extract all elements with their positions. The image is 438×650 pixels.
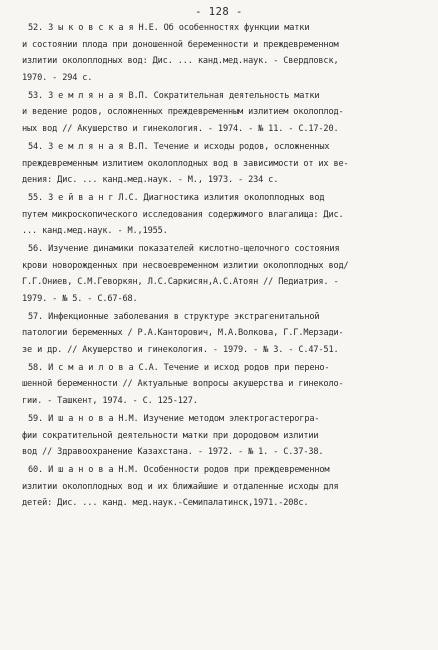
entry-line: 52. З ы к о в с к а я Н.Е. Об особенностях функции матки [28, 23, 310, 33]
entry-line: Г.Г.Ониев, С.М.Геворкян, Л.С.Саркисян,А.С.Атоян // Педиатрия. - [22, 277, 339, 288]
bibliography-entry [22, 360, 426, 410]
entry-line: крови новорожденных при несвоевременном излитии околоплодных вод/ [22, 260, 349, 271]
entry-line: 57. Инфекционные заболевания в структуре экстрагенитальной [28, 311, 320, 322]
bibliography-entry [22, 88, 426, 138]
entry-line: вод // Здравоохранение Казахстана. - 1972. - № 1. - С.37-38. [22, 447, 324, 458]
entry-line: детей: Дис. ... канд. мед.наук.-Семипалатинск,1971.-208с. [22, 498, 309, 509]
bibliography-list [22, 20, 426, 513]
entry-line: 59. И ш а н о в а Н.М. Изучение методом электрогастерогра- [28, 413, 320, 424]
entry-line: 60. И ш а н о в а Н.М. Особенности родов при преждевременном [28, 464, 330, 475]
entry-line: ... канд.мед.наук. - М.,1955. [22, 226, 168, 237]
entry-line: 58. И с м а и л о в а С.А. Течение и исход родов при перено- [28, 362, 330, 373]
bibliography-entry [22, 139, 426, 189]
entry-line: и состоянии плода при доношенной беременности и преждевременном [22, 39, 339, 50]
bibliography-entry [22, 411, 426, 461]
entry-line: путем микроскопического исследования содержимого влагалища: Дис. [22, 209, 344, 220]
entry-line: 55. З е й в а н г Л.С. Диагностика излития околоплодных вод [28, 192, 325, 203]
entry-line: шенной беременности // Актуальные вопросы акушерства и гинеколо- [22, 379, 344, 390]
entry-line: 1979. - № 5. - С.67-68. [22, 294, 138, 304]
entry-line: дения: Дис. ... канд.мед.наук. - М., 1973. - 234 с. [22, 175, 279, 186]
entry-line: ных вод // Акушерство и гинекология. - 1974. - № 11. - С.17-20. [22, 124, 339, 135]
entry-line: преждевременным излитием околоплодных вод в зависимости от их ве- [22, 158, 349, 169]
entry-line: 53. З е м л я н а я В.П. Сократительная деятельность матки [28, 90, 320, 101]
entry-line: и ведение родов, осложненных преждевременным излитием околоплод- [22, 107, 344, 118]
entry-line: патологии беременных / Р.А.Канторович, М.А.Волкова, Г.Г.Мерзади- [22, 328, 344, 339]
entry-line: фии сократительной деятельности матки при дородовом излитии [22, 430, 319, 441]
bibliography-entry [22, 241, 426, 308]
bibliography-entry [22, 462, 426, 512]
entry-line: излитии околоплодных вод: Дис. ... канд.мед.наук. - Свердловск, [22, 56, 339, 67]
bibliography-entry [22, 20, 426, 87]
entry-line: 1970. - 294 с. [22, 73, 93, 84]
bibliography-entry [22, 309, 426, 359]
entry-line: 56. Изучение динамики показателей кислотно-щелочного состояния [28, 243, 340, 254]
entry-line: гии. - Ташкент, 1974. - С. 125-127. [22, 396, 198, 407]
entry-line: 54. З е м л я н а я В.П. Течение и исходы родов, осложненных [28, 141, 330, 152]
page-number: - 128 - [195, 6, 243, 18]
entry-line: излитии околоплодных вод и их ближайшие и отдаленные исходы для [22, 481, 339, 492]
bibliography-entry [22, 190, 426, 240]
entry-line: зе и др. // Акушерство и гинекология. - 1979. - № 3. - С.47-51. [22, 345, 339, 356]
